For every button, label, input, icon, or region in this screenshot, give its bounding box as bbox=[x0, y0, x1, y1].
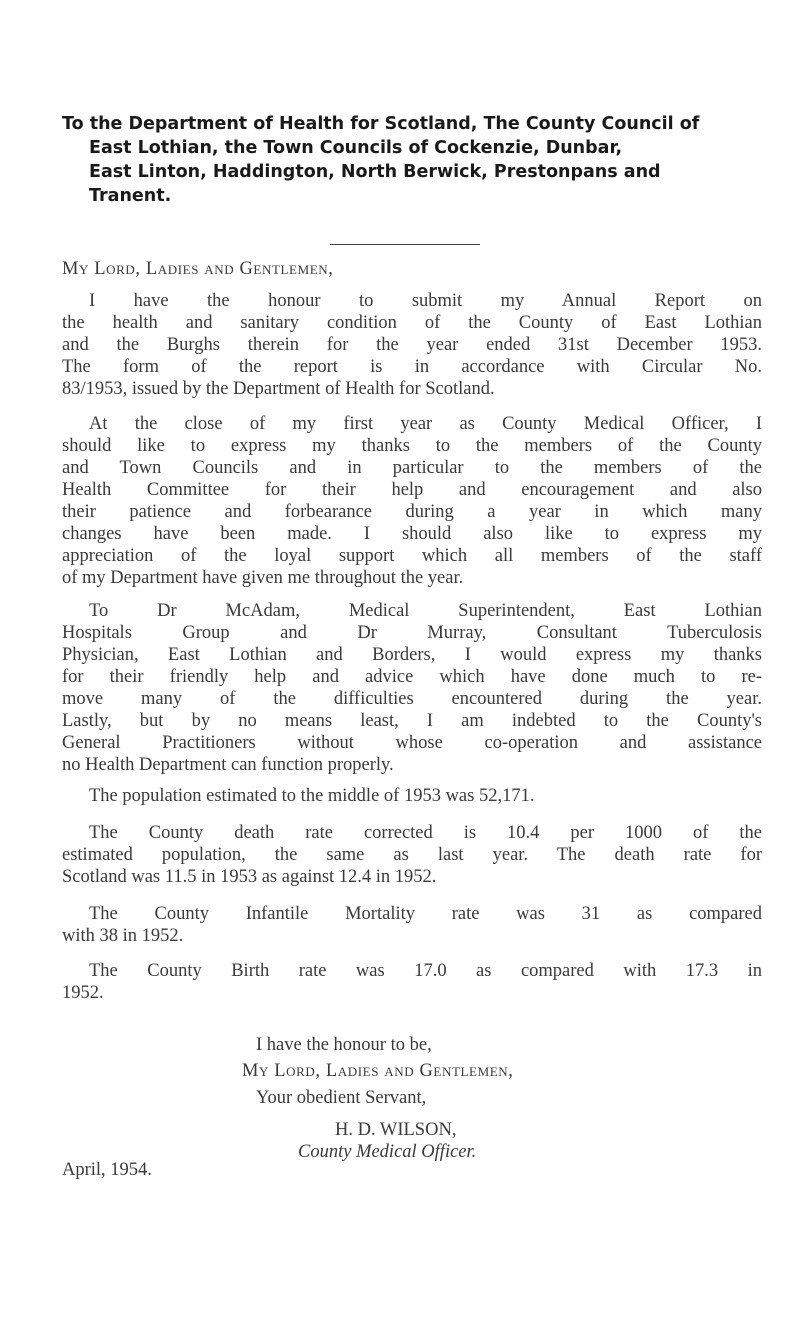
paragraph-line: move many of the difficulties encountered during the year. bbox=[62, 689, 762, 709]
paragraph-line: the health and sanitary condition of the County of East Lothian bbox=[62, 313, 762, 333]
paragraph-line: for their friendly help and advice which have done much to re- bbox=[62, 667, 762, 687]
paragraph-line: The form of the report is in accordance with Circular No. bbox=[62, 357, 762, 377]
paragraph-line: Physician, East Lothian and Borders, I would express my thanks bbox=[62, 645, 762, 665]
letter-date: April, 1954. bbox=[62, 1160, 152, 1180]
paragraph-line: At the close of my first year as County Medical Officer, I bbox=[89, 414, 762, 434]
paragraph-line: and the Burghs therein for the year ended 31st December 1953. bbox=[62, 335, 762, 355]
salutation: My Lord, Ladies and Gentlemen, bbox=[62, 259, 334, 279]
paragraph-death-rate bbox=[62, 822, 762, 888]
heading-line-4: Tranent. bbox=[89, 186, 172, 206]
paragraph-line: no Health Department can function properly. bbox=[62, 755, 394, 775]
paragraph-population bbox=[62, 785, 762, 807]
closing-line-3: Your obedient Servant, bbox=[256, 1088, 427, 1108]
paragraph-line: The County Birth rate was 17.0 as compared with 17.3 in bbox=[89, 961, 762, 981]
paragraph-line: I have the honour to submit my Annual Report on bbox=[89, 291, 762, 311]
paragraph-line: should like to express my thanks to the members of the County bbox=[62, 436, 762, 456]
paragraph-infantile-mortality bbox=[62, 903, 762, 947]
paragraph-thanks-councils bbox=[62, 413, 762, 589]
closing-line-1: I have the honour to be, bbox=[256, 1035, 432, 1055]
paragraph-line: The population estimated to the middle of 1953 was 52,171. bbox=[89, 786, 535, 806]
paragraph-line: and Town Councils and in particular to the members of the bbox=[62, 458, 762, 478]
paragraph-line: estimated population, the same as last year. The death rate for bbox=[62, 845, 762, 865]
paragraph-line: with 38 in 1952. bbox=[62, 926, 184, 946]
paragraph-line: The County Infantile Mortality rate was 31 as compared bbox=[89, 904, 762, 924]
paragraph-birth-rate bbox=[62, 960, 762, 1004]
paragraph-line: General Practitioners without whose co-operation and assistance bbox=[62, 733, 762, 753]
paragraph-line: Lastly, but by no means least, I am indebted to the County's bbox=[62, 711, 762, 731]
paragraph-line: 83/1953, issued by the Department of Health for Scotland. bbox=[62, 379, 495, 399]
address-heading bbox=[62, 112, 762, 208]
paragraph-line: Hospitals Group and Dr Murray, Consultant Tuberculosis bbox=[62, 623, 762, 643]
paragraph-report-intro bbox=[62, 290, 762, 400]
paragraph-thanks-doctors bbox=[62, 600, 762, 776]
heading-line-3: East Linton, Haddington, North Berwick, Prestonpans and bbox=[89, 162, 661, 182]
signatory-name: H. D. WILSON, bbox=[335, 1120, 457, 1140]
paragraph-line: Health Committee for their help and encouragement and also bbox=[62, 480, 762, 500]
paragraph-line: their patience and forbearance during a year in which many bbox=[62, 502, 762, 522]
paragraph-line: changes have been made. I should also like to express my bbox=[62, 524, 762, 544]
closing-line-2: My Lord, Ladies and Gentlemen, bbox=[242, 1061, 514, 1081]
paragraph-line: appreciation of the loyal support which all members of the staff bbox=[62, 546, 762, 566]
paragraph-line: Scotland was 11.5 in 1953 as against 12.4 in 1952. bbox=[62, 867, 437, 887]
paragraph-line: 1952. bbox=[62, 983, 104, 1003]
divider-rule bbox=[330, 244, 480, 245]
heading-line-1: To the Department of Health for Scotland, The County Council of bbox=[62, 114, 700, 134]
paragraph-line: To Dr McAdam, Medical Superintendent, East Lothian bbox=[89, 601, 762, 621]
signatory-title: County Medical Officer. bbox=[298, 1142, 477, 1162]
paragraph-line: of my Department have given me throughout the year. bbox=[62, 568, 464, 588]
heading-line-2: East Lothian, the Town Councils of Cockenzie, Dunbar, bbox=[89, 138, 623, 158]
paragraph-line: The County death rate corrected is 10.4 per 1000 of the bbox=[89, 823, 762, 843]
